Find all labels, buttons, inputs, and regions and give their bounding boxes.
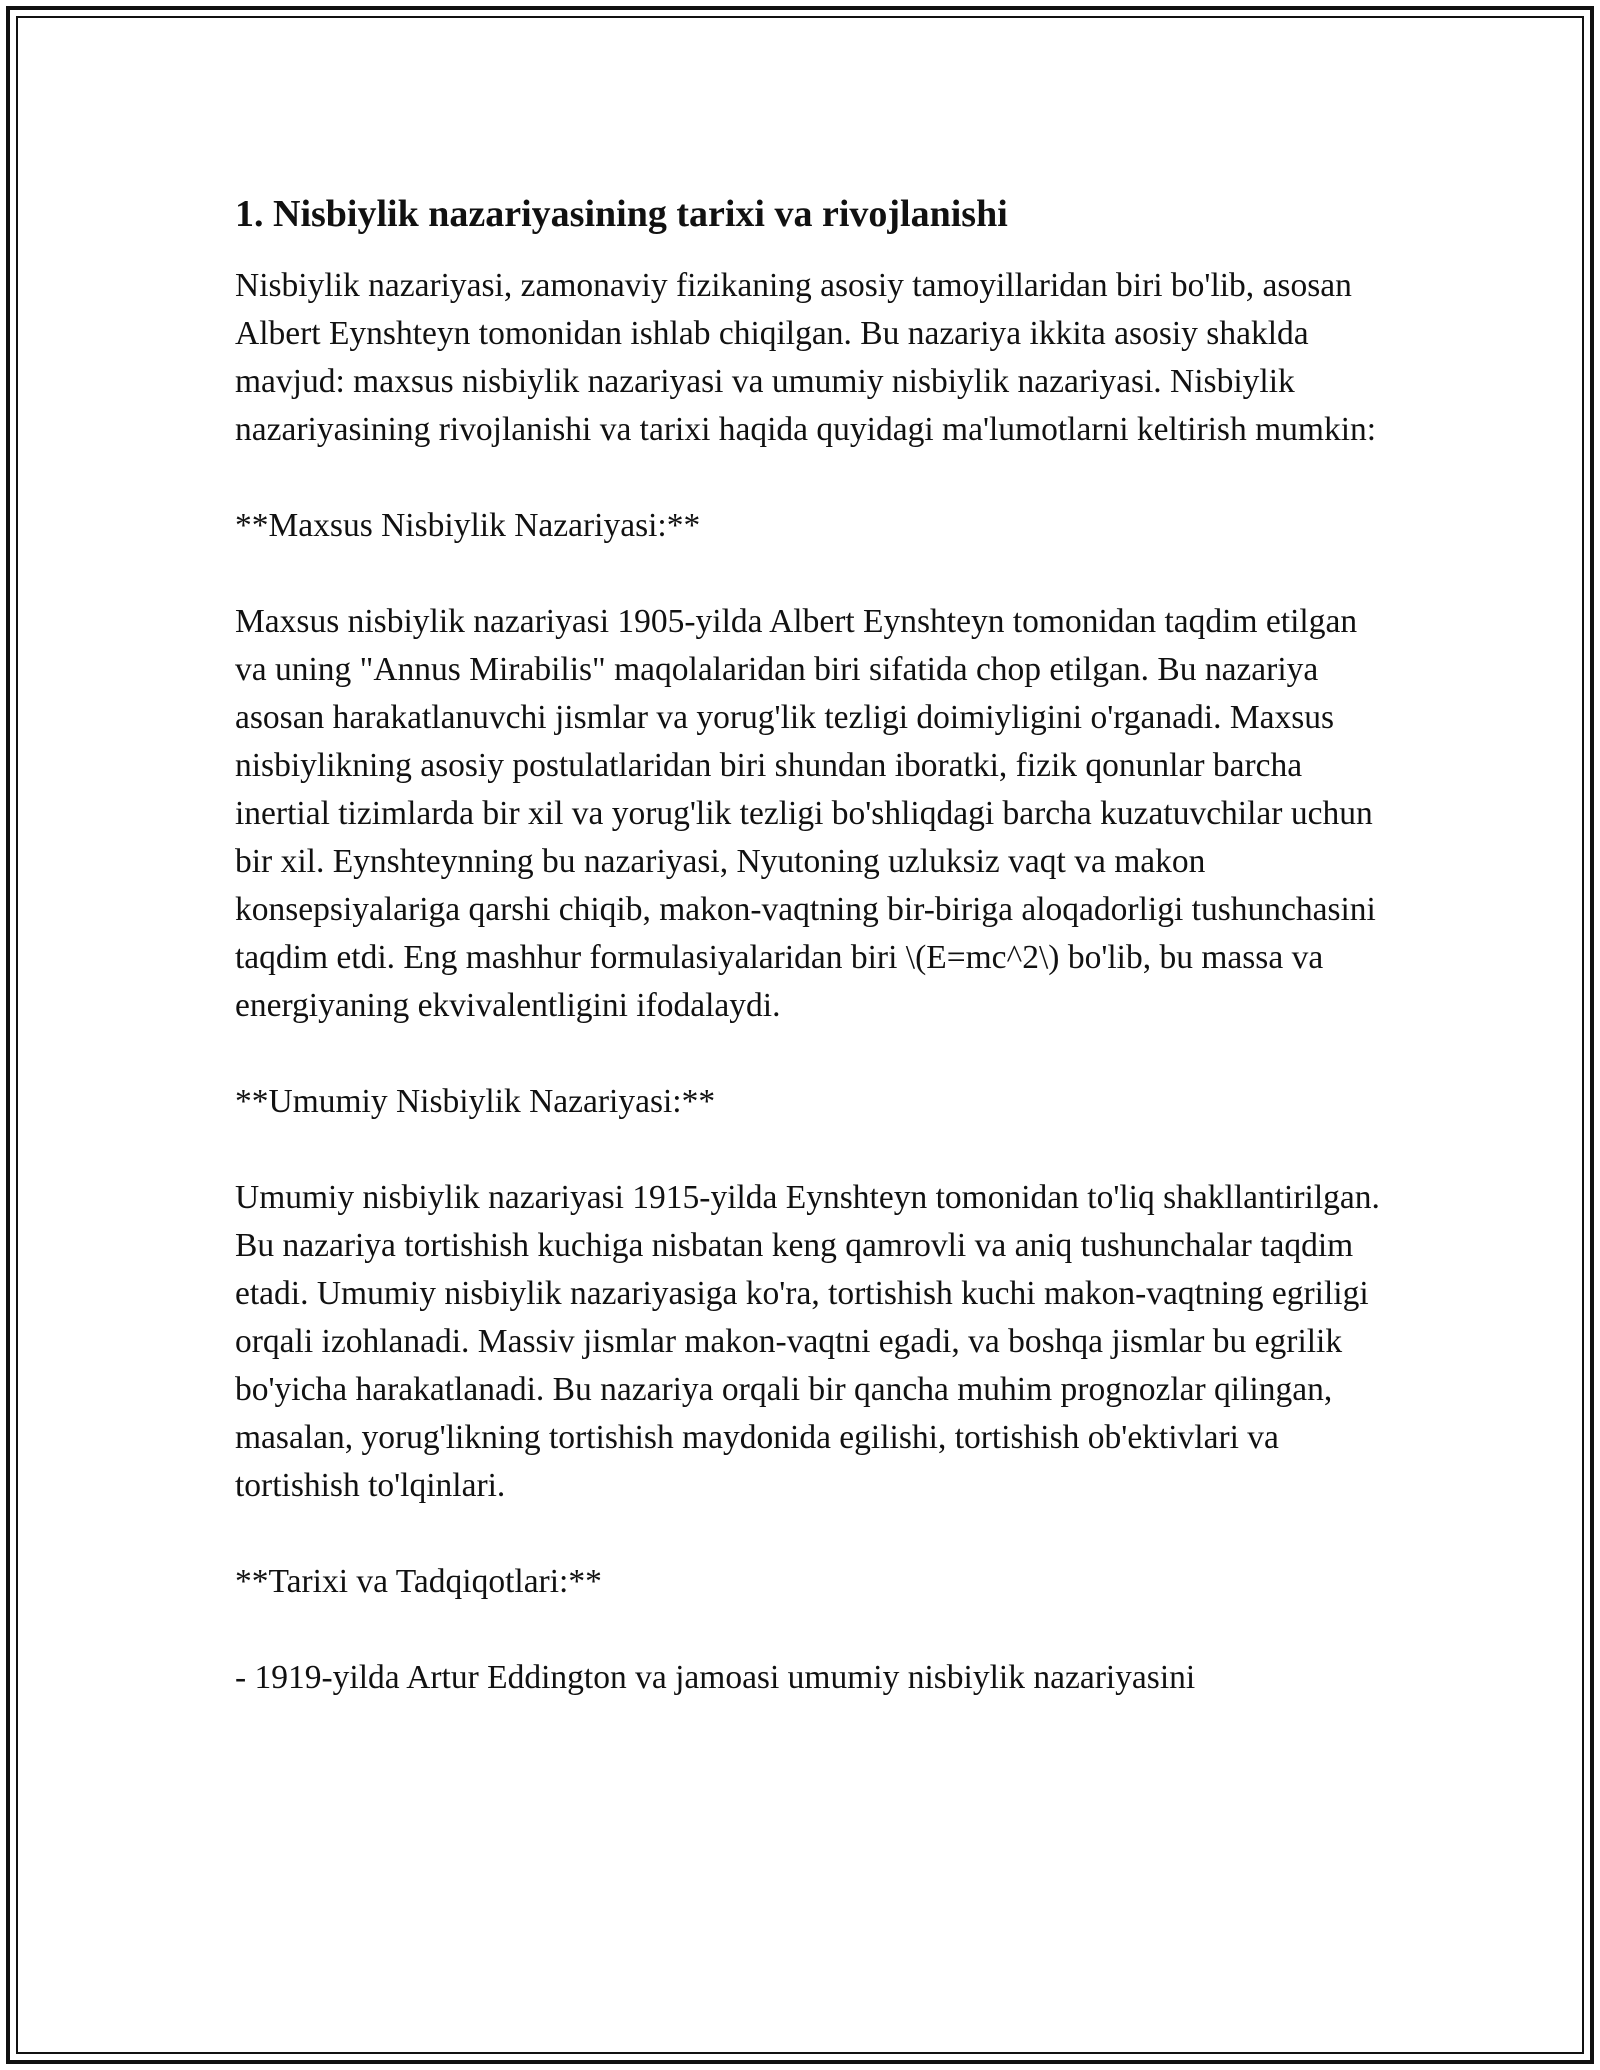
document-body: [235, 188, 1395, 1750]
section-heading: 1. Nisbiylik nazariyasining tarixi va rivojlanishi: [235, 193, 1008, 235]
intro-paragraph: Nisbiylik nazariyasi, zamonaviy fizikaning asosiy tamoyillaridan biri bo'lib, asosan Albert Eynshteyn tomonidan ishlab chiqilgan. Bu nazariya ikkita asosiy shaklda mavjud: maxsus nisbiylik nazariyasi va umumiy nisbiylik nazariyasi. Nisbiylik nazariyasining rivojlanishi va tarixi haqida quyidagi ma'lumotlarni keltirish mumkin:: [235, 267, 1377, 448]
history-list-item: - 1919-yilda Artur Eddington va jamoasi umumiy nisbiylik nazariyasini: [235, 1659, 1196, 1696]
general-relativity-paragraph: Umumiy nisbiylik nazariyasi 1915-yilda Eynshteyn tomonidan to'liq shakllantirilgan. Bu nazariya tortishish kuchiga nisbatan keng qamrovli va aniq tushunchalar taqdim etadi. Umumiy nisbiylik nazariyasiga ko'ra, tortishish kuchi makon-vaqtning egriligi orqali izohlanadi. Massiv jismlar makon-vaqtni egadi, va boshqa jismlar bu egrilik bo'yicha harakatlanadi. Bu nazariya orqali bir qancha muhim prognozlar qilingan, masalan, yorug'likning tortishish maydonida egilishi, tortishish ob'ektivlari va tortishish to'lqinlari.: [235, 1179, 1380, 1504]
history-heading: **Tarixi va Tadqiqotlari:**: [235, 1563, 602, 1600]
special-relativity-paragraph: Maxsus nisbiylik nazariyasi 1905-yilda Albert Eynshteyn tomonidan taqdim etilgan va uning "Annus Mirabilis" maqolalaridan biri sifatida chop etilgan. Bu nazariya asosan harakatlanuvchi jismlar va yorug'lik tezligi doimiyligini o'rganadi. Maxsus nisbiylikning asosiy postulatlaridan biri shundan iboratki, fizik qonunlar barcha inertial tizimlarda bir xil va yorug'lik tezligi bo'shliqdagi barcha kuzatuvchilar uchun bir xil. Eynshteynning bu nazariyasi, Nyutoning uzluksiz vaqt va makon konsepsiyalariga qarshi chiqib, makon-vaqtning bir-biriga aloqadorligi tushunchasini taqdim etdi. Eng mashhur formulasiyalaridan biri \(E=mc^2\) bo'lib, bu massa va energiyaning ekvivalentligini ifodalaydi.: [235, 603, 1376, 1024]
general-relativity-heading: **Umumiy Nisbiylik Nazariyasi:**: [235, 1083, 716, 1120]
special-relativity-heading: **Maxsus Nisbiylik Nazariyasi:**: [235, 507, 701, 544]
